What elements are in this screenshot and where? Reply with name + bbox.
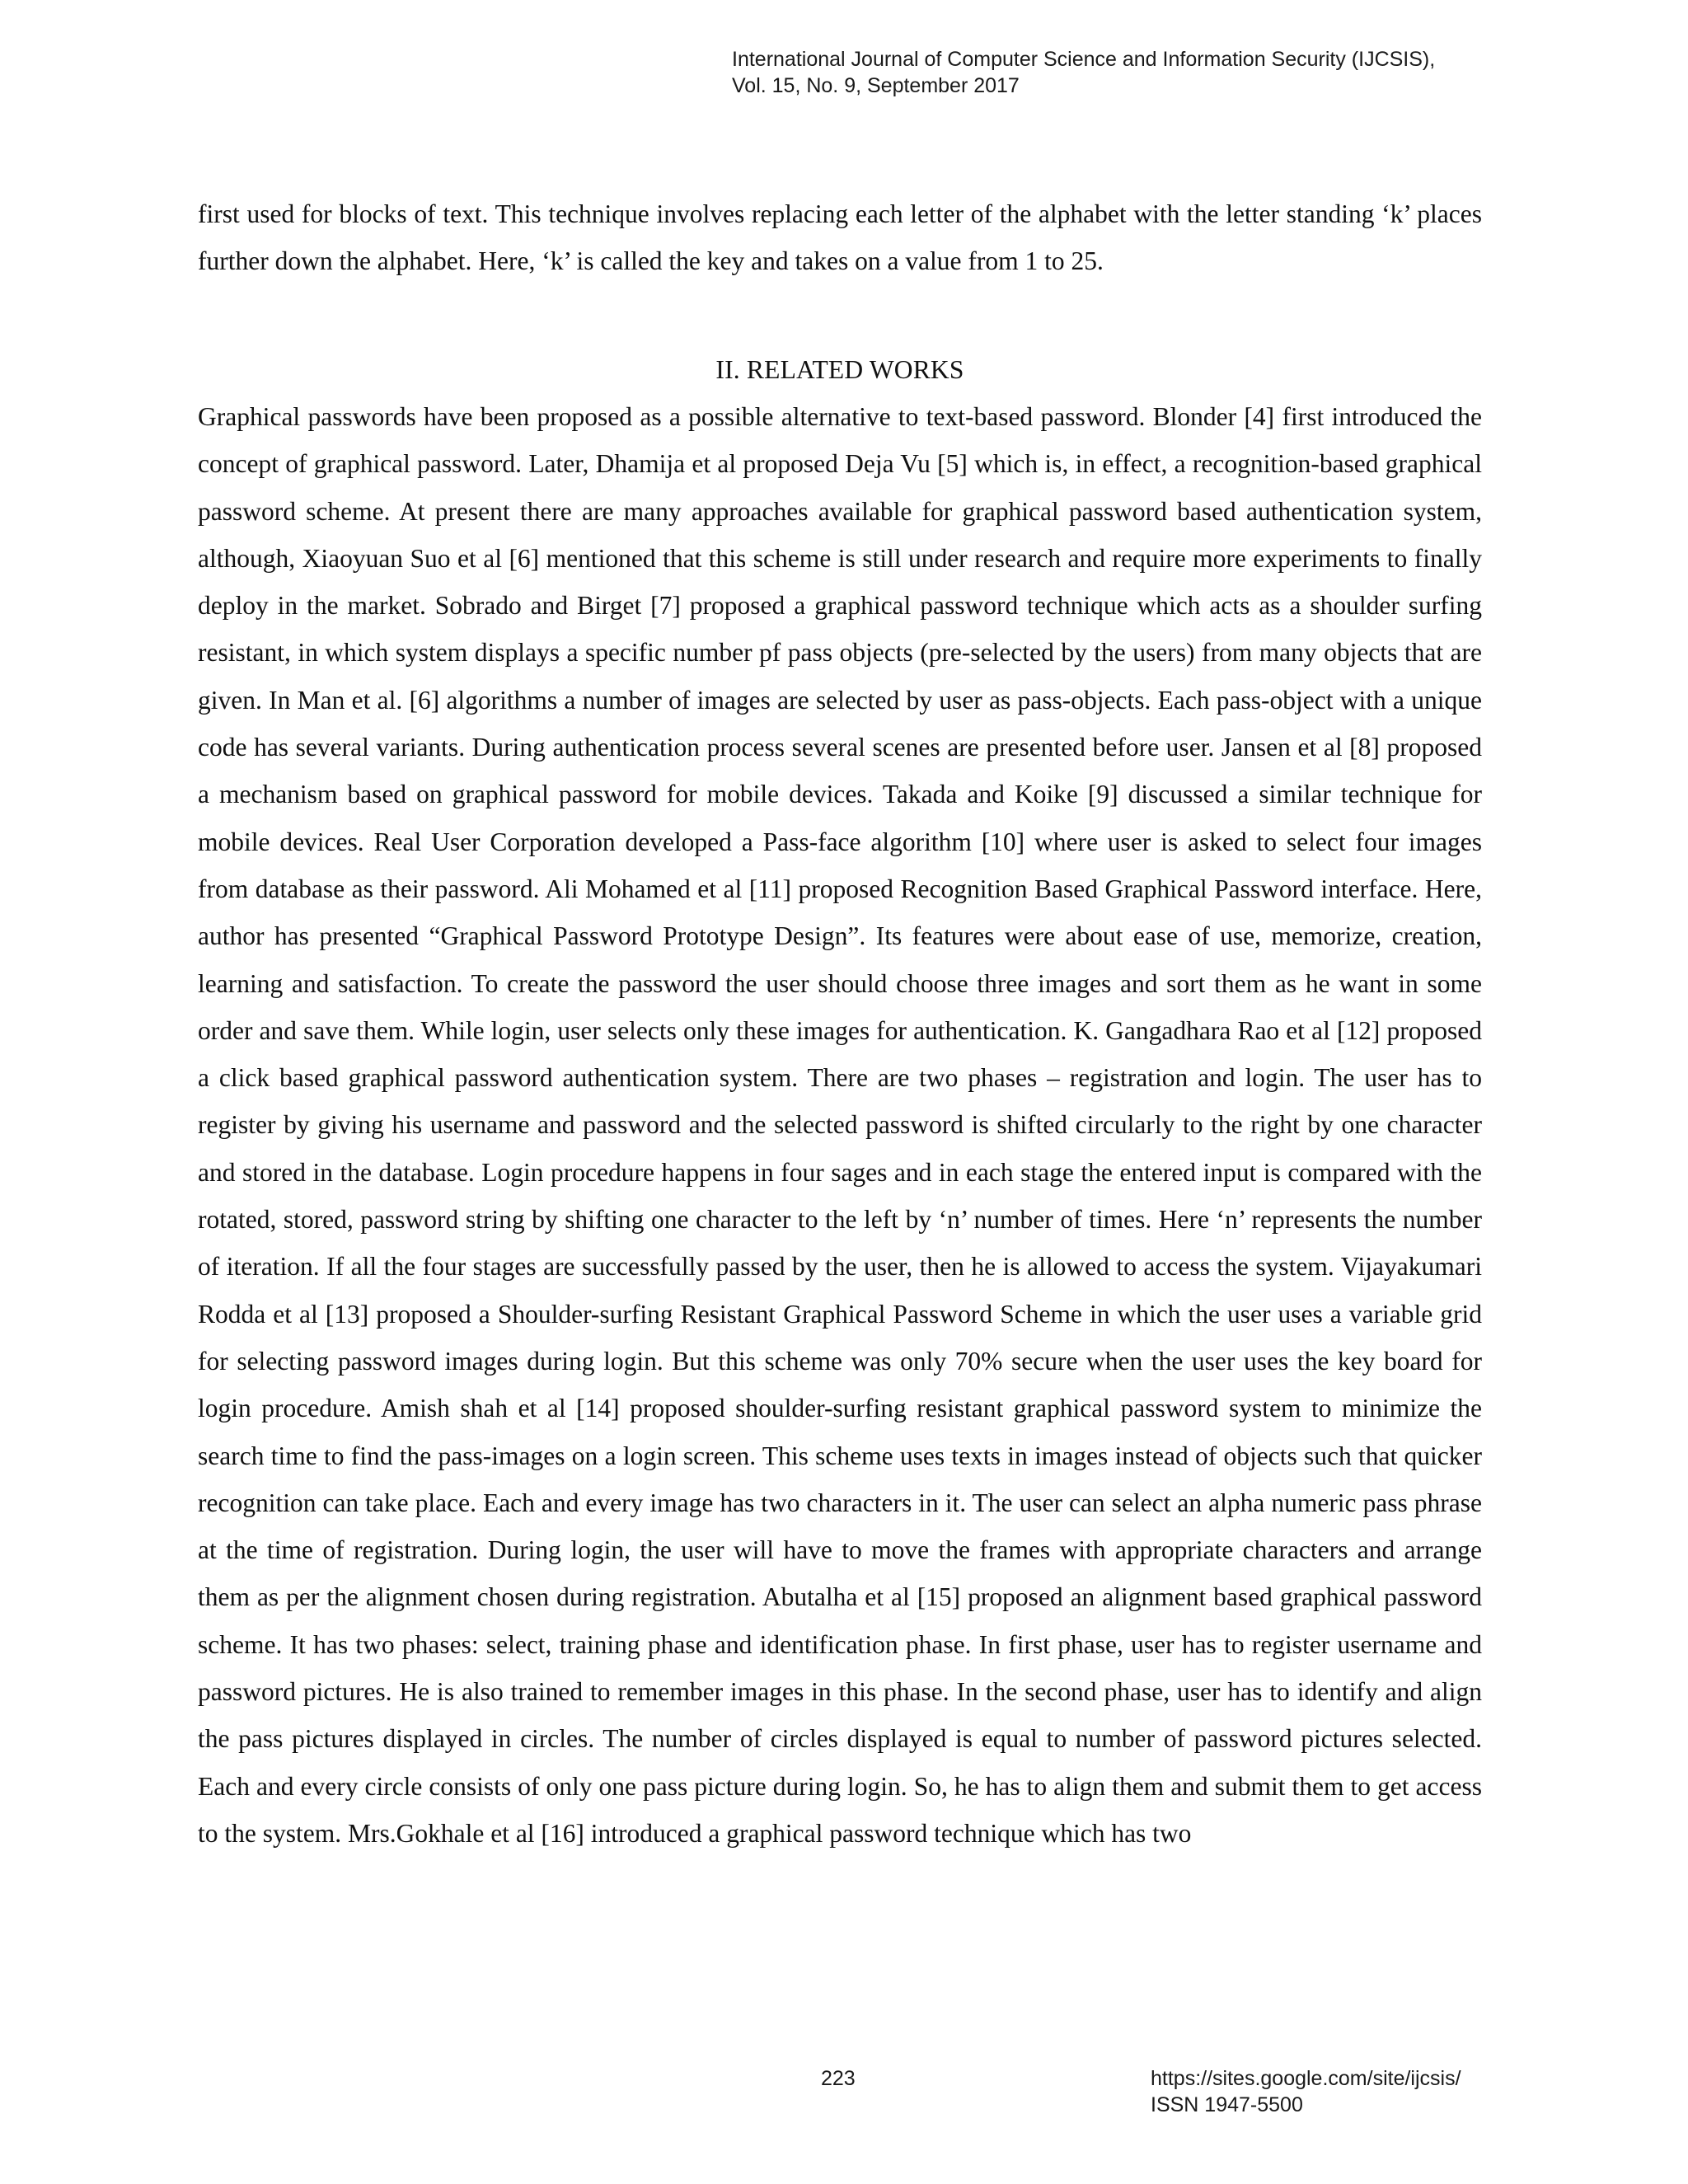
journal-title: International Journal of Computer Science and Information Security (IJCSIS),: [732, 48, 1436, 71]
journal-header: [732, 46, 1435, 99]
related-works-paragraph: Graphical passwords have been proposed as a possible alternative to text-based password. Blonder [4] first introduced the concept of graphical password. Later, Dhamija et al proposed Deja Vu [5] which is, in effect, a recognition-based graphical password scheme. At present there are many approaches available for graphical password based authentication system, although, Xiaoyuan Suo et al [6] mentioned that this scheme is still under research and require more experiments to finally deploy in the market. Sobrado and Birget [7] proposed a graphical password technique which acts as a shoulder surfing resistant, in which system displays a specific number pf pass objects (pre-selected by the users) from many objects that are given. In Man et al. [6] algorithms a number of images are selected by user as pass-objects. Each pass-object with a unique code has several variants. During authentication process several scenes are presented before user. Jansen et al [8] proposed a mechanism based on graphical password for mobile devices. Takada and Koike [9] discussed a similar technique for mobile devices. Real User Corporation developed a Pass-face algorithm [10] where user is asked to select four images from database as their password. Ali Mohamed et al [11] proposed Recognition Based Graphical Password interface. Here, author has presented “Graphical Password Prototype Design”. Its features were about ease of use, memorize, creation, learning and satisfaction. To create the password the user should choose three images and sort them as he want in some order and save them. While login, user selects only these images for authentication. K. Gangadhara Rao et al [12] proposed a click based graphical password authentication system. There are two phases – registration and login. The user has to register by giving his username and password and the selected password is shifted circularly to the right by one character and stored in the database. Login procedure happens in four sages and in each stage the entered input is compared with the rotated, stored, password string by shifting one character to the left by ‘n’ number of times. Here ‘n’ represents the number of iteration. If all the four stages are successfully passed by the user, then he is allowed to access the system. Vijayakumari Rodda et al [13] proposed a Shoulder-surfing Resistant Graphical Password Scheme in which the user uses a variable grid for selecting password images during login. But this scheme was only 70% secure when the user uses the key board for login procedure. Amish shah et al [14] proposed shoulder-surfing resistant graphical password system to minimize the search time to find the pass-images on a login screen. This scheme uses texts in images instead of objects such that quicker recognition can take place. Each and every image has two characters in it. The user can select an alpha numeric pass phrase at the time of registration. During login, the user will have to move the frames with appropriate characters and arrange them as per the alignment chosen during registration. Abutalha et al [15] proposed an alignment based graphical password scheme. It has two phases: select, training phase and identification phase. In first phase, user has to register username and password pictures. He is also trained to remember images in this phase. In the second phase, user has to identify and align the pass pictures displayed in circles. The number of circles displayed is equal to number of password pictures selected. Each and every circle consists of only one pass picture during login. So, he has to align them and submit them to get access to the system. Mrs.Gokhale et al [16] introduced a graphical password technique which has two: [198, 402, 1482, 1848]
footer-info: [1151, 2065, 1461, 2118]
journal-volume: Vol. 15, No. 9, September 2017: [732, 74, 1020, 97]
page-number: 223: [821, 2067, 856, 2090]
footer-url: https://sites.google.com/site/ijcsis/: [1151, 2067, 1461, 2090]
footer-issn: ISSN 1947-5500: [1151, 2093, 1303, 2116]
section-heading: II. RELATED WORKS: [715, 355, 964, 384]
intro-paragraph: first used for blocks of text. This technique involves replacing each letter of the alphabet with the letter standing ‘k’ places further down the alphabet. Here, ‘k’ is called the key and takes on a value from 1 to 25.: [198, 199, 1482, 276]
